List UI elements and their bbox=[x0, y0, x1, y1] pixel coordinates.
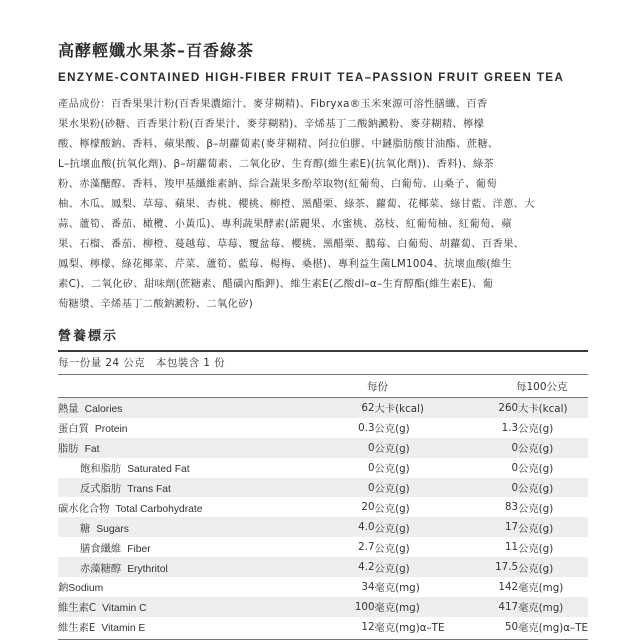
ingredient-line: 萄糖漿、辛烯基丁二酸鈉澱粉、二氧化矽) bbox=[58, 298, 254, 310]
nutrition-row bbox=[58, 398, 588, 418]
nutrient-name bbox=[58, 398, 299, 418]
per-100g-value: 0 bbox=[511, 481, 519, 494]
nutrient-name-en: Total Carbohydrate bbox=[115, 503, 203, 515]
nutrient-name-en: Protein bbox=[94, 424, 128, 436]
ingredient-line: 素C)、二氧化矽、甜味劑(蔗糖素、醋磺內酯鉀)、維生素E(乙酸dl–α–生育醇酯(維生素E)、葡 bbox=[58, 278, 494, 290]
nutrient-name-en: Trans Fat bbox=[127, 484, 171, 495]
per-serving-value: 0 bbox=[367, 461, 375, 474]
per-100g-unit: 毫克(mg) bbox=[518, 602, 564, 615]
per-serving-unit: 毫克(mg)α–TE bbox=[374, 622, 445, 635]
product-label bbox=[58, 40, 588, 640]
per-100g-unit: 公克(g) bbox=[518, 502, 554, 515]
nutrient-name-en: Fat bbox=[84, 444, 100, 456]
nutrient-name-en: Fiber bbox=[127, 543, 151, 555]
per-serving-unit: 公克(g) bbox=[374, 443, 410, 456]
serving-info: 每一份量 24 公克 本包裝含 1 份 bbox=[58, 357, 225, 369]
per-serving-value: 0.3 bbox=[358, 421, 375, 434]
nutrient-name-zh: 維生素E bbox=[58, 622, 96, 635]
nutrient-name-zh: 鈉 bbox=[58, 582, 69, 595]
nutrition-row bbox=[58, 478, 588, 498]
nutrient-name-zh: 脂肪 bbox=[58, 443, 79, 456]
per-100g-value: 17 bbox=[504, 521, 519, 534]
ingredient-line: 果、石榴、番茄、柳橙、蔓越莓、草莓、覆盆莓、櫻桃、黑醋栗、鵝莓、白葡萄、胡蘿蔔、百香果、 bbox=[58, 238, 525, 250]
nutrition-row bbox=[58, 517, 588, 537]
nutrition-row bbox=[58, 537, 588, 557]
ingredient-line: 蒜、蘆筍、番茄、橄欖、小黃瓜)、專利蔬果酵素(諾麗果、水蜜桃、荔枝、紅葡萄柚、紅葡萄、蘋 bbox=[58, 218, 512, 230]
per-serving-value: 20 bbox=[361, 501, 375, 514]
nutrient-name bbox=[58, 537, 299, 557]
product-title-zh: 高酵輕孅水果茶–百香綠茶 bbox=[58, 41, 255, 60]
per-100g-unit: 公克(g) bbox=[518, 423, 554, 436]
per-100g-header: 每100公克 bbox=[516, 381, 568, 393]
per-serving-unit: 公克(g) bbox=[374, 522, 410, 535]
per-100g-value: 0 bbox=[511, 461, 519, 474]
per-serving-value: 4.2 bbox=[358, 561, 375, 574]
per-serving-unit: 毫克(mg) bbox=[374, 582, 420, 595]
per-serving-unit: 公克(g) bbox=[374, 423, 410, 436]
nutrient-name-en: Erythritol bbox=[127, 563, 168, 575]
per-serving-value: 34 bbox=[361, 580, 375, 593]
nutrient-name-zh: 熱量 bbox=[58, 403, 79, 416]
per-serving-value: 12 bbox=[361, 620, 375, 633]
per-serving-value: 0 bbox=[367, 481, 375, 494]
per-100g-unit: 公克(g) bbox=[518, 483, 554, 495]
per-serving-value: 100 bbox=[354, 600, 375, 613]
per-100g-value: 83 bbox=[504, 501, 519, 514]
per-100g-value: 1.3 bbox=[501, 421, 519, 434]
nutrient-name bbox=[58, 458, 299, 478]
per-serving-unit: 公克(g) bbox=[374, 463, 410, 476]
nutrient-name-en: Sugars bbox=[96, 523, 129, 535]
per-serving-unit: 毫克(mg) bbox=[374, 602, 420, 615]
ingredient-line: 酸、檸檬酸鈉、香料、蘋果酸、β–胡蘿蔔素(麥芽糊精、阿拉伯膠、中鏈脂肪酸甘油酯、蔗糖、 bbox=[58, 138, 499, 150]
ingredients-list bbox=[58, 94, 588, 314]
nutrient-name bbox=[58, 617, 299, 637]
ingredient-line: 粉、赤藻醣醇、香料、羧甲基纖維素鈉、綜合蔬果多酚萃取物(紅葡萄、白葡萄、山桑子、葡萄 bbox=[58, 178, 497, 190]
nutrient-name bbox=[58, 557, 299, 577]
nutrient-name-en: Vitamin C bbox=[102, 603, 147, 615]
per-100g-unit: 公克(g) bbox=[518, 542, 554, 555]
nutrient-name-zh: 碳水化合物 bbox=[58, 502, 110, 515]
nutrition-table bbox=[58, 398, 588, 637]
per-serving-unit: 公克(g) bbox=[374, 562, 410, 575]
nutrient-name bbox=[58, 577, 299, 597]
ingredient-line: 鳳梨、檸檬、綠花椰菜、芹菜、蘆筍、藍莓、楊梅、桑椹)、專利益生菌LM1004、抗壞血酸(維生 bbox=[58, 258, 512, 270]
nutrient-name-zh: 維生素C bbox=[58, 602, 97, 615]
per-serving-value: 2.7 bbox=[358, 541, 375, 554]
nutrient-name bbox=[58, 478, 299, 498]
per-100g-unit: 毫克(mg) bbox=[518, 582, 564, 595]
nutrition-row bbox=[58, 497, 588, 517]
nutrient-name-zh: 飽和脂肪 bbox=[80, 463, 122, 476]
per-100g-value: 417 bbox=[498, 600, 519, 613]
ingredient-line: 產品成份：百香果果汁粉(百香果濃縮汁、麥芽糊精)、Fibryxa®玉米來源可溶性膳纖、百香 bbox=[58, 98, 488, 110]
nutrition-title: 營養標示 bbox=[58, 329, 119, 344]
nutrition-row bbox=[58, 577, 588, 597]
per-100g-unit: 公克(g) bbox=[518, 443, 554, 456]
nutrient-name-en: Sodium bbox=[68, 583, 104, 595]
nutrient-name bbox=[58, 418, 299, 438]
nutrition-row bbox=[58, 557, 588, 577]
nutrition-row bbox=[58, 438, 588, 458]
ingredient-line: 果水果粉(砂糖、百香果汁粉(百香果汁、麥芽糊精)、辛烯基丁二酸鈉澱粉、麥芽糊精、檸檬 bbox=[58, 118, 485, 130]
nutrient-name-zh: 赤藻糖醇 bbox=[80, 562, 122, 575]
product-title-en: ENZYME-CONTAINED HIGH-FIBER FRUIT TEA–PASSION FRUIT GREEN TEA bbox=[58, 71, 565, 84]
nutrient-name bbox=[58, 517, 299, 537]
per-100g-value: 260 bbox=[498, 401, 519, 414]
nutrient-name bbox=[58, 497, 299, 517]
per-serving-value: 62 bbox=[361, 401, 375, 414]
per-100g-unit: 毫克(mg)α–TE bbox=[518, 622, 588, 635]
per-100g-unit: 大卡(kcal) bbox=[518, 403, 568, 416]
per-serving-unit: 公克(g) bbox=[374, 542, 410, 555]
per-serving-unit: 大卡(kcal) bbox=[374, 403, 424, 416]
ingredient-line: 柚、木瓜、鳳梨、草莓、蘋果、杏桃、櫻桃、柳橙、黑醋栗、綠茶、蘿蔔、花椰菜、綠甘藍、洋蔥、大 bbox=[58, 198, 535, 210]
nutrition-row bbox=[58, 617, 588, 637]
nutrient-name-en: Calories bbox=[84, 404, 123, 416]
per-100g-unit: 公克(g) bbox=[518, 522, 554, 535]
nutrient-name-zh: 糖 bbox=[80, 522, 91, 535]
per-serving-unit: 公克(g) bbox=[374, 502, 410, 515]
per-100g-value: 0 bbox=[511, 441, 519, 454]
nutrient-name-zh: 反式脂肪 bbox=[80, 483, 122, 495]
per-serving-value: 0 bbox=[367, 441, 375, 454]
per-100g-value: 142 bbox=[498, 580, 519, 593]
nutrition-row bbox=[58, 597, 588, 617]
ingredient-line: L–抗壞血酸(抗氧化劑)、β–胡蘿蔔素、二氧化矽、生育醇(維生素E)(抗氧化劑))、香料)、綠茶 bbox=[58, 158, 495, 170]
per-serving-header: 每份 bbox=[367, 381, 388, 393]
nutrient-name-en: Vitamin E bbox=[101, 623, 146, 635]
per-serving-unit: 公克(g) bbox=[374, 483, 410, 495]
nutrition-column-header bbox=[58, 375, 588, 397]
nutrition-row bbox=[58, 418, 588, 438]
per-100g-value: 17.5 bbox=[495, 561, 519, 574]
per-100g-unit: 公克(g) bbox=[518, 463, 554, 476]
per-100g-value: 11 bbox=[504, 541, 519, 554]
nutrient-name bbox=[58, 597, 299, 617]
nutrient-name-zh: 蛋白質 bbox=[58, 423, 89, 436]
per-100g-value: 50 bbox=[504, 620, 519, 633]
per-serving-value: 4.0 bbox=[358, 521, 375, 534]
nutrient-name-zh: 膳食纖維 bbox=[80, 542, 122, 555]
nutrient-name-en: Saturated Fat bbox=[127, 464, 190, 476]
per-100g-unit: 公克(g) bbox=[518, 562, 554, 575]
nutrient-name bbox=[58, 438, 299, 458]
nutrition-row bbox=[58, 458, 588, 478]
